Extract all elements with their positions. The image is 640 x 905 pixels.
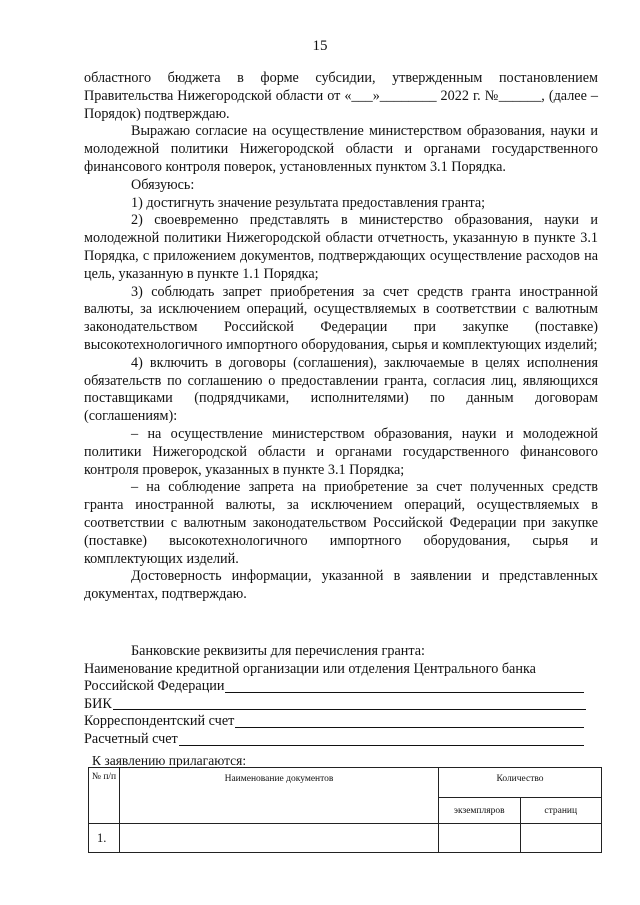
account-label: Расчетный счет: [84, 730, 178, 747]
attachments-heading: К заявлению прилагаются:: [92, 753, 247, 768]
col-header-pages: страниц: [520, 798, 602, 824]
requisites-heading: Банковские реквизиты для перечисления гранта:: [131, 643, 425, 659]
account-line: [84, 731, 598, 749]
table-row: [89, 824, 602, 853]
col-header-copies: экземпляров: [439, 798, 521, 824]
bik-label: БИК: [84, 695, 112, 712]
bank-name-field[interactable]: [225, 691, 584, 693]
bank-requisites: [84, 643, 598, 749]
corr-account-line: [84, 713, 598, 731]
paragraph: 3) соблюдать запрет приобретения за счет средств гранта иностранной валюты, за исключением операций, осуществляемых в соответствии с валютным законодательством Российской Федерации при закупке (поставке) высокотехнологичного импортного оборудования, сырья и комплектующих изделий;: [84, 283, 598, 353]
paragraph: Выражаю согласие на осуществление министерством образования, науки и молодежной политики Нижегородской области и органами государственного финансового контроля поверок, установленных пунктом 3.1 Порядка.: [84, 123, 598, 175]
bank-name-label: Наименование кредитной организации или отделения Центрального банка: [84, 660, 536, 677]
row-pages[interactable]: [520, 824, 602, 853]
bank-name-label-2: Российской Федерации: [84, 678, 225, 695]
bank-name-line: [84, 678, 598, 696]
account-field[interactable]: [179, 744, 584, 746]
attachments-table: [88, 767, 602, 853]
paragraph: 1) достигнуть значение результата предоставления гранта;: [131, 194, 486, 211]
page-number: 15: [312, 38, 328, 54]
paragraph: 2) своевременно представлять в министерство образования, науки и молодежной политики Нижегородской области отчетность, указанную в пункте 3.1 Порядка, с приложением документов, подтверждающих осуществление расходов на цель, указанную в пункте 1.1 Порядка;: [84, 212, 598, 282]
row-copies[interactable]: [439, 824, 521, 853]
paragraph: областного бюджета в форме субсидии, утвержденным постановлением Правительства Нижегородской области от «___»________ 2022 г. №______, (далее – Порядок) подтверждаю.: [84, 70, 598, 122]
row-doc-name[interactable]: [120, 824, 439, 853]
paragraph: 4) включить в договоры (соглашения), заключаемые в целях исполнения обязательств по соглашению о предоставлении гранта, согласия лиц, являющихся поставщиками (подрядчиками, исполнителями) по данным договорам (соглашениям):: [84, 354, 598, 425]
bik-field[interactable]: [113, 708, 586, 710]
col-header-qty: Количество: [439, 768, 602, 798]
paragraph: Обязуюсь:: [131, 176, 195, 193]
row-num: 1.: [89, 824, 120, 853]
corr-account-label: Корреспондентский счет: [84, 713, 235, 730]
bik-line: [84, 696, 598, 714]
col-header-num: № п/п: [89, 768, 120, 824]
col-header-name: Наименование документов: [120, 768, 439, 824]
corr-account-field[interactable]: [235, 726, 584, 728]
paragraph: – на осуществление министерством образования, науки и молодежной политики Нижегородской области и органами государственного финансового контроля проверок, указанных в пункте 3.1 Порядка;: [84, 425, 598, 478]
paragraph: – на соблюдение запрета на приобретение за счет полученных средств гранта иностранной валюты, за исключением операций, осуществляемых в соответствии с валютным законодательством Российской Федерации при закупке (поставке) высокотехнологичного импортного оборудования, сырья и комплектующих изделий.: [84, 479, 598, 567]
paragraph: Достоверность информации, указанной в заявлении и представленных документах, подтверждаю.: [84, 568, 598, 603]
document-body: [84, 70, 598, 604]
